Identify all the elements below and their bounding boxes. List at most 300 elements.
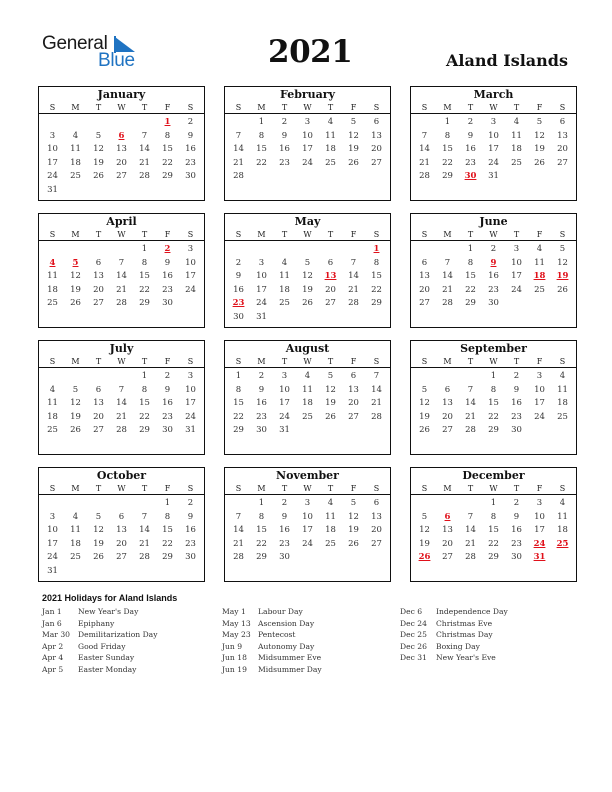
day-cell: 22 bbox=[465, 284, 476, 295]
day-cell: 26 bbox=[325, 411, 336, 422]
day-cell: 7 bbox=[235, 511, 242, 522]
weekday-label: M bbox=[71, 103, 80, 112]
day-cell: 21 bbox=[233, 157, 244, 168]
day-cell: 31 bbox=[185, 425, 196, 436]
day-cell: 7 bbox=[141, 130, 148, 141]
weekday-label: T bbox=[141, 357, 148, 366]
month-february bbox=[224, 86, 391, 201]
empty-cell bbox=[133, 116, 156, 130]
month-january bbox=[38, 86, 205, 201]
day-cell: 11 bbox=[534, 257, 545, 268]
day-cell: 15 bbox=[488, 398, 499, 409]
weekday-label: F bbox=[350, 484, 357, 493]
day-cell: 21 bbox=[116, 411, 127, 422]
weekday-label: S bbox=[373, 484, 380, 493]
day-cell: 16 bbox=[488, 271, 499, 282]
day-cell: 20 bbox=[442, 411, 453, 422]
day-cell: 30 bbox=[511, 552, 522, 563]
weekday-label: S bbox=[235, 103, 242, 112]
holiday-date: Dec 25 bbox=[400, 630, 427, 639]
day-cell: 27 bbox=[116, 171, 127, 182]
empty-cell bbox=[413, 497, 436, 511]
day-cell: 5 bbox=[559, 244, 566, 254]
day-cell: 15 bbox=[465, 271, 476, 282]
day-cell: 12 bbox=[534, 130, 545, 141]
weekday-label: T bbox=[327, 357, 334, 366]
day-cell: 10 bbox=[488, 130, 499, 141]
weekday-label: T bbox=[327, 230, 334, 239]
day-cell: 24 bbox=[488, 157, 499, 168]
days-grid bbox=[411, 241, 576, 311]
logo-text-blue: Blue bbox=[98, 50, 135, 71]
day-cell: 17 bbox=[47, 157, 58, 168]
empty-cell bbox=[413, 370, 436, 384]
day-cell: 20 bbox=[116, 538, 127, 549]
day-cell: 3 bbox=[187, 244, 194, 254]
day-cell: 25 bbox=[47, 425, 58, 436]
day-cell: 13 bbox=[93, 398, 104, 409]
weekday-label: S bbox=[49, 230, 56, 239]
logo-text-general: General bbox=[42, 33, 108, 54]
month-title: July bbox=[109, 342, 134, 355]
day-cell: 15 bbox=[233, 398, 244, 409]
day-cell: 25 bbox=[302, 411, 313, 422]
day-cell: 9 bbox=[513, 384, 520, 395]
day-cell: 7 bbox=[118, 257, 125, 268]
day-cell: 30 bbox=[279, 552, 290, 563]
day-cell: 21 bbox=[139, 157, 150, 168]
weekday-label: T bbox=[281, 484, 288, 493]
day-cell: 5 bbox=[95, 130, 102, 141]
holiday-day-cell: 9 bbox=[490, 257, 497, 268]
weekday-label: M bbox=[257, 484, 266, 493]
empty-cell bbox=[110, 497, 133, 511]
weekday-label: T bbox=[141, 230, 148, 239]
day-cell: 6 bbox=[95, 257, 102, 268]
day-cell: 31 bbox=[47, 184, 58, 195]
days-grid bbox=[411, 495, 576, 565]
weekday-label: T bbox=[467, 484, 474, 493]
weekday-label: T bbox=[95, 484, 102, 493]
day-cell: 12 bbox=[419, 525, 430, 536]
empty-cell bbox=[64, 116, 87, 130]
month-title: February bbox=[279, 88, 335, 101]
day-cell: 4 bbox=[49, 384, 56, 395]
day-cell: 11 bbox=[279, 271, 290, 282]
day-cell: 6 bbox=[444, 384, 451, 395]
day-cell: 13 bbox=[419, 271, 430, 282]
day-cell: 9 bbox=[164, 257, 171, 268]
day-cell: 26 bbox=[419, 425, 430, 436]
day-cell: 18 bbox=[557, 525, 568, 536]
day-cell: 3 bbox=[187, 371, 194, 381]
day-cell: 14 bbox=[139, 144, 150, 155]
day-cell: 1 bbox=[164, 498, 171, 508]
day-cell: 6 bbox=[95, 384, 102, 395]
day-cell: 26 bbox=[70, 425, 81, 436]
day-cell: 9 bbox=[187, 511, 194, 522]
weekday-label: M bbox=[443, 230, 452, 239]
empty-cell bbox=[64, 243, 87, 257]
day-cell: 22 bbox=[256, 538, 267, 549]
day-cell: 13 bbox=[93, 271, 104, 282]
day-cell: 7 bbox=[350, 257, 357, 268]
day-cell: 2 bbox=[490, 244, 497, 254]
day-cell: 19 bbox=[302, 284, 313, 295]
day-cell: 28 bbox=[233, 171, 244, 182]
day-cell: 2 bbox=[187, 498, 194, 508]
day-cell: 21 bbox=[442, 284, 453, 295]
day-cell: 21 bbox=[465, 538, 476, 549]
day-cell: 31 bbox=[279, 425, 290, 436]
day-cell: 3 bbox=[304, 498, 311, 508]
weekday-label: T bbox=[467, 357, 474, 366]
day-cell: 4 bbox=[304, 371, 311, 381]
empty-cell bbox=[227, 243, 250, 257]
holiday-item bbox=[400, 641, 508, 653]
day-cell: 13 bbox=[371, 130, 382, 141]
day-cell: 1 bbox=[258, 117, 265, 127]
day-cell: 29 bbox=[256, 552, 267, 563]
day-cell: 3 bbox=[304, 117, 311, 127]
day-cell: 28 bbox=[139, 171, 150, 182]
holiday-date: Jun 19 bbox=[222, 664, 247, 674]
weekday-header bbox=[39, 483, 204, 495]
weekday-label: S bbox=[187, 357, 194, 366]
holiday-date: May 1 bbox=[222, 607, 246, 616]
day-cell: 28 bbox=[233, 552, 244, 563]
day-cell: 8 bbox=[164, 130, 171, 141]
weekday-label: T bbox=[513, 484, 520, 493]
day-cell: 22 bbox=[371, 284, 382, 295]
day-cell: 18 bbox=[47, 411, 58, 422]
day-cell: 8 bbox=[373, 257, 380, 268]
day-cell: 17 bbox=[185, 271, 196, 282]
day-cell: 7 bbox=[467, 384, 474, 395]
day-cell: 24 bbox=[302, 157, 313, 168]
day-cell: 17 bbox=[279, 398, 290, 409]
holiday-item bbox=[222, 629, 322, 641]
day-cell: 10 bbox=[302, 511, 313, 522]
empty-cell bbox=[227, 497, 250, 511]
weekday-label: F bbox=[536, 103, 543, 112]
weekday-header bbox=[225, 102, 390, 114]
day-cell: 12 bbox=[93, 144, 104, 155]
day-cell: 24 bbox=[256, 298, 267, 309]
day-cell: 8 bbox=[490, 511, 497, 522]
weekday-label: T bbox=[281, 103, 288, 112]
month-title: May bbox=[294, 215, 321, 228]
day-cell: 15 bbox=[442, 144, 453, 155]
holiday-name: Ascension Day bbox=[258, 618, 315, 628]
day-cell: 23 bbox=[185, 157, 196, 168]
day-cell: 15 bbox=[371, 271, 382, 282]
month-october bbox=[38, 467, 205, 582]
day-cell: 22 bbox=[256, 157, 267, 168]
holiday-name: Labour Day bbox=[258, 607, 303, 616]
day-cell: 20 bbox=[93, 411, 104, 422]
day-cell: 20 bbox=[93, 284, 104, 295]
day-cell: 21 bbox=[348, 284, 359, 295]
day-cell: 28 bbox=[139, 552, 150, 563]
weekday-label: W bbox=[303, 484, 312, 493]
holiday-date: Dec 26 bbox=[400, 641, 427, 651]
holiday-day-cell: 2 bbox=[164, 244, 171, 254]
day-cell: 24 bbox=[185, 284, 196, 295]
day-cell: 15 bbox=[139, 398, 150, 409]
day-cell: 25 bbox=[325, 538, 336, 549]
holiday-date: Dec 24 bbox=[400, 618, 427, 628]
day-cell: 24 bbox=[534, 411, 545, 422]
weekday-label: T bbox=[513, 357, 520, 366]
holiday-day-cell: 6 bbox=[444, 511, 451, 522]
holiday-day-cell: 26 bbox=[418, 552, 431, 563]
weekday-label: W bbox=[117, 484, 126, 493]
day-cell: 8 bbox=[467, 257, 474, 268]
weekday-label: T bbox=[467, 103, 474, 112]
day-cell: 29 bbox=[371, 298, 382, 309]
weekday-label: F bbox=[536, 357, 543, 366]
day-cell: 6 bbox=[327, 257, 334, 268]
day-cell: 10 bbox=[279, 384, 290, 395]
weekday-label: T bbox=[95, 103, 102, 112]
day-cell: 6 bbox=[421, 257, 428, 268]
weekday-header bbox=[39, 102, 204, 114]
month-may bbox=[224, 213, 391, 328]
day-cell: 25 bbox=[534, 284, 545, 295]
day-cell: 4 bbox=[559, 498, 566, 508]
weekday-label: M bbox=[71, 230, 80, 239]
empty-cell bbox=[273, 243, 296, 257]
day-cell: 8 bbox=[258, 130, 265, 141]
day-cell: 11 bbox=[557, 384, 568, 395]
weekday-label: S bbox=[235, 357, 242, 366]
empty-cell bbox=[41, 243, 64, 257]
day-cell: 28 bbox=[465, 425, 476, 436]
day-cell: 17 bbox=[488, 144, 499, 155]
weekday-header bbox=[225, 483, 390, 495]
weekday-label: S bbox=[421, 230, 428, 239]
day-cell: 29 bbox=[233, 425, 244, 436]
holiday-date: Apr 2 bbox=[42, 641, 64, 651]
day-cell: 15 bbox=[162, 144, 173, 155]
day-cell: 4 bbox=[536, 244, 543, 254]
holiday-item bbox=[222, 606, 322, 618]
day-cell: 8 bbox=[141, 257, 148, 268]
day-cell: 25 bbox=[511, 157, 522, 168]
empty-cell bbox=[296, 243, 319, 257]
weekday-label: F bbox=[164, 357, 171, 366]
day-cell: 25 bbox=[325, 157, 336, 168]
weekday-label: S bbox=[421, 484, 428, 493]
day-cell: 19 bbox=[348, 144, 359, 155]
holiday-name: Midsummer Day bbox=[258, 664, 322, 674]
day-cell: 18 bbox=[70, 157, 81, 168]
holiday-day-cell: 13 bbox=[324, 271, 337, 282]
day-cell: 30 bbox=[162, 425, 173, 436]
day-cell: 6 bbox=[373, 498, 380, 508]
weekday-label: S bbox=[235, 230, 242, 239]
weekday-label: W bbox=[303, 103, 312, 112]
day-cell: 27 bbox=[442, 425, 453, 436]
day-cell: 4 bbox=[327, 498, 334, 508]
holiday-name: Epiphany bbox=[78, 618, 115, 628]
day-cell: 23 bbox=[465, 157, 476, 168]
day-cell: 13 bbox=[116, 144, 127, 155]
weekday-label: M bbox=[443, 357, 452, 366]
days-grid bbox=[39, 114, 204, 198]
day-cell: 21 bbox=[116, 284, 127, 295]
day-cell: 17 bbox=[185, 398, 196, 409]
day-cell: 20 bbox=[371, 525, 382, 536]
weekday-label: S bbox=[49, 484, 56, 493]
day-cell: 12 bbox=[70, 398, 81, 409]
day-cell: 23 bbox=[488, 284, 499, 295]
empty-cell bbox=[436, 370, 459, 384]
holiday-item bbox=[222, 652, 322, 664]
day-cell: 2 bbox=[281, 117, 288, 127]
weekday-label: T bbox=[513, 103, 520, 112]
holiday-name: Independence Day bbox=[436, 607, 508, 616]
holiday-day-cell: 25 bbox=[556, 538, 569, 549]
page-title-year: 2021 bbox=[268, 34, 353, 70]
days-grid bbox=[225, 241, 390, 325]
empty-cell bbox=[41, 116, 64, 130]
day-cell: 22 bbox=[233, 411, 244, 422]
day-cell: 20 bbox=[419, 284, 430, 295]
holiday-name: Christmas Eve bbox=[436, 618, 493, 628]
day-cell: 2 bbox=[258, 371, 265, 381]
weekday-label: T bbox=[141, 103, 148, 112]
day-cell: 4 bbox=[72, 511, 79, 522]
day-cell: 21 bbox=[233, 538, 244, 549]
day-cell: 24 bbox=[302, 538, 313, 549]
holiday-item bbox=[400, 652, 508, 664]
weekday-label: M bbox=[257, 230, 266, 239]
weekday-label: M bbox=[71, 357, 80, 366]
day-cell: 16 bbox=[162, 271, 173, 282]
day-cell: 14 bbox=[465, 525, 476, 536]
holiday-name: Easter Monday bbox=[78, 664, 137, 674]
day-cell: 17 bbox=[511, 271, 522, 282]
day-cell: 1 bbox=[258, 498, 265, 508]
empty-cell bbox=[319, 243, 342, 257]
day-cell: 9 bbox=[164, 384, 171, 395]
month-november bbox=[224, 467, 391, 582]
day-cell: 19 bbox=[534, 144, 545, 155]
day-cell: 14 bbox=[442, 271, 453, 282]
days-grid bbox=[39, 241, 204, 311]
weekday-label: T bbox=[95, 230, 102, 239]
empty-cell bbox=[64, 370, 87, 384]
day-cell: 5 bbox=[72, 384, 79, 395]
day-cell: 3 bbox=[536, 498, 543, 508]
day-cell: 1 bbox=[467, 244, 474, 254]
empty-cell bbox=[64, 497, 87, 511]
day-cell: 6 bbox=[350, 371, 357, 381]
day-cell: 16 bbox=[511, 525, 522, 536]
holiday-item bbox=[42, 629, 158, 641]
month-title: March bbox=[473, 88, 514, 101]
empty-cell bbox=[87, 370, 110, 384]
holidays-column bbox=[400, 606, 508, 664]
holiday-item bbox=[222, 618, 322, 630]
day-cell: 17 bbox=[302, 525, 313, 536]
month-title: December bbox=[462, 469, 525, 482]
day-cell: 3 bbox=[513, 244, 520, 254]
day-cell: 10 bbox=[511, 257, 522, 268]
day-cell: 24 bbox=[47, 171, 58, 182]
month-title: April bbox=[106, 215, 137, 228]
day-cell: 7 bbox=[467, 511, 474, 522]
day-cell: 8 bbox=[141, 384, 148, 395]
day-cell: 5 bbox=[421, 384, 428, 395]
weekday-header bbox=[411, 356, 576, 368]
day-cell: 23 bbox=[279, 538, 290, 549]
holiday-date: Dec 31 bbox=[400, 653, 427, 662]
day-cell: 17 bbox=[256, 284, 267, 295]
day-cell: 20 bbox=[442, 538, 453, 549]
empty-cell bbox=[110, 116, 133, 130]
day-cell: 5 bbox=[350, 498, 357, 508]
day-cell: 2 bbox=[281, 498, 288, 508]
holiday-item bbox=[400, 629, 508, 641]
holiday-name: Boxing Day bbox=[436, 641, 480, 651]
day-cell: 1 bbox=[141, 244, 148, 254]
month-july bbox=[38, 340, 205, 455]
day-cell: 12 bbox=[348, 130, 359, 141]
day-cell: 10 bbox=[302, 130, 313, 141]
weekday-label: T bbox=[467, 230, 474, 239]
day-cell: 16 bbox=[256, 398, 267, 409]
weekday-label: F bbox=[164, 230, 171, 239]
day-cell: 9 bbox=[467, 130, 474, 141]
weekday-label: S bbox=[559, 484, 566, 493]
day-cell: 18 bbox=[511, 144, 522, 155]
day-cell: 1 bbox=[444, 117, 451, 127]
day-cell: 16 bbox=[233, 284, 244, 295]
day-cell: 1 bbox=[141, 371, 148, 381]
weekday-label: S bbox=[49, 357, 56, 366]
holiday-item bbox=[400, 618, 508, 630]
day-cell: 19 bbox=[93, 538, 104, 549]
day-cell: 4 bbox=[513, 117, 520, 127]
holiday-date: Jan 1 bbox=[42, 607, 62, 616]
day-cell: 3 bbox=[49, 130, 56, 141]
weekday-label: S bbox=[559, 230, 566, 239]
day-cell: 11 bbox=[70, 144, 81, 155]
weekday-label: S bbox=[559, 357, 566, 366]
day-cell: 14 bbox=[116, 398, 127, 409]
day-cell: 16 bbox=[185, 144, 196, 155]
weekday-label: F bbox=[350, 230, 357, 239]
empty-cell bbox=[413, 116, 436, 130]
month-september bbox=[410, 340, 577, 455]
day-cell: 10 bbox=[534, 511, 545, 522]
day-cell: 26 bbox=[93, 171, 104, 182]
day-cell: 19 bbox=[70, 411, 81, 422]
day-cell: 16 bbox=[465, 144, 476, 155]
day-cell: 17 bbox=[47, 538, 58, 549]
days-grid bbox=[39, 495, 204, 579]
empty-cell bbox=[87, 243, 110, 257]
day-cell: 7 bbox=[421, 130, 428, 141]
holiday-name: Demilitarization Day bbox=[78, 630, 158, 639]
day-cell: 15 bbox=[139, 271, 150, 282]
day-cell: 26 bbox=[70, 298, 81, 309]
day-cell: 23 bbox=[511, 538, 522, 549]
day-cell: 27 bbox=[557, 157, 568, 168]
